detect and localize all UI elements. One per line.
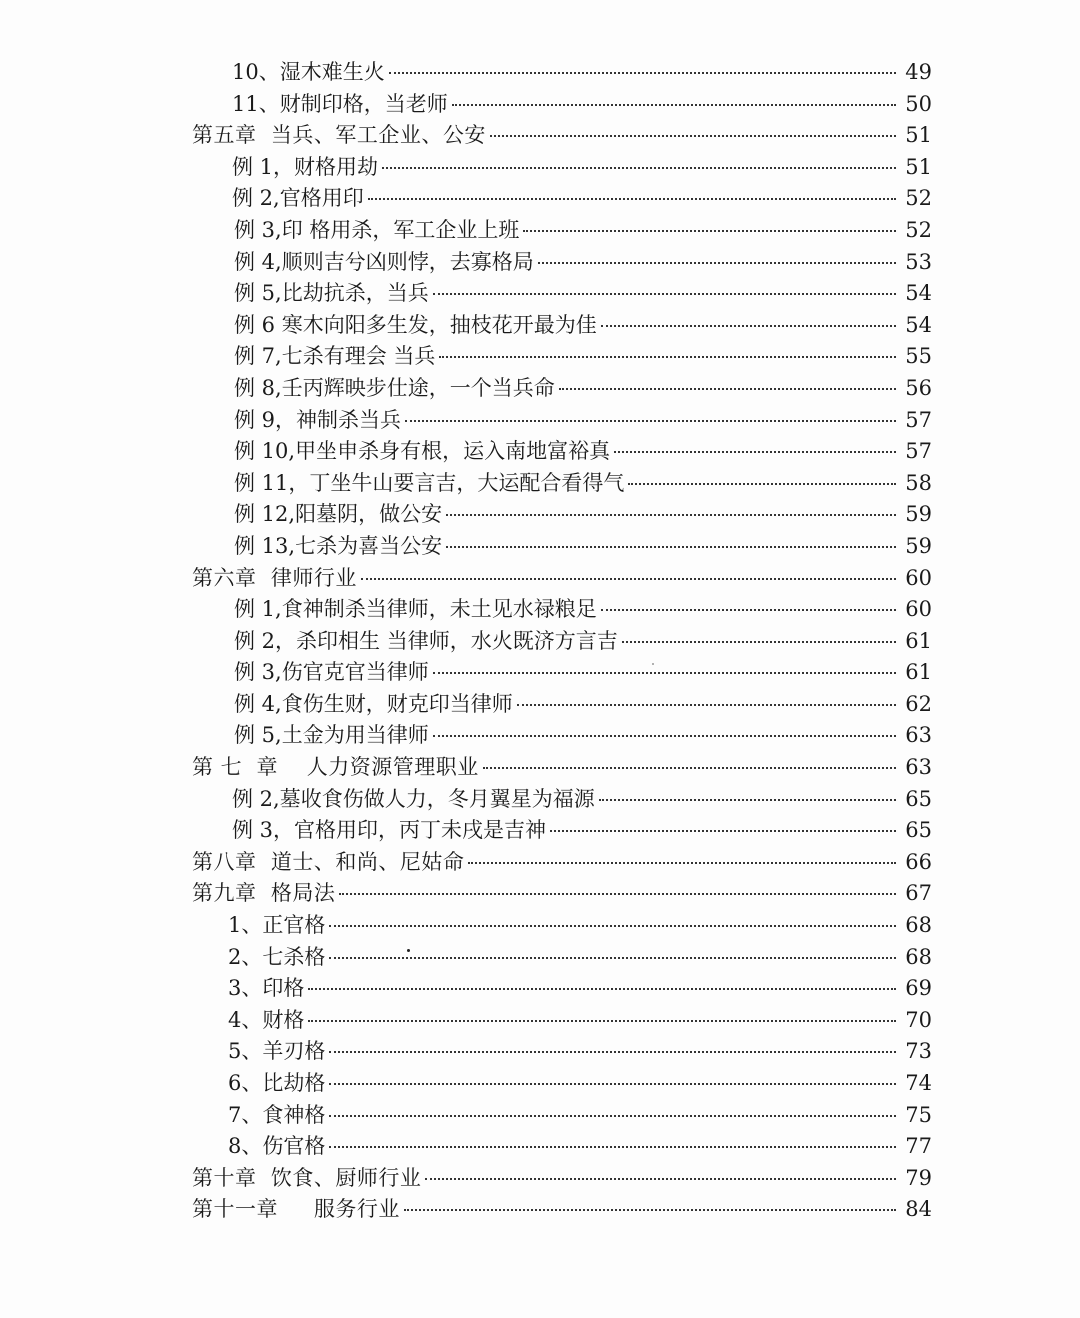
toc-entry-title: 第九章 格局法 (192, 881, 336, 906)
toc-page-number: 49 (905, 60, 932, 84)
toc-chapter-entry (192, 120, 932, 152)
toc-page-number: 75 (905, 1102, 932, 1127)
toc-page-number: 57 (905, 439, 932, 464)
toc-page-number: 59 (905, 533, 932, 558)
toc-chapter-entry (192, 1194, 932, 1226)
dot-leader (601, 609, 896, 611)
toc-entry-title: 第五章 当兵、军工企业、公安 (192, 123, 486, 148)
toc-entry-title: 例 1，财格用劫 (232, 154, 379, 179)
toc-page-number: 54 (905, 312, 932, 337)
toc-entry-title: 例 3,伤官克官当律师 (234, 660, 429, 685)
toc-subentry (228, 1068, 932, 1100)
toc-entry-title: 7、食神格 (228, 1102, 326, 1127)
toc-entry-title: 5、羊刃格 (228, 1039, 326, 1064)
toc-entry-title: 例 5,比劫抗杀，当兵 (234, 281, 429, 306)
toc-entry-title: 第十章 饮食、厨师行业 (192, 1165, 422, 1190)
table-of-contents (0, 57, 1080, 1226)
toc-subentry (234, 436, 932, 468)
toc-entry-title: 例 4,顺则吉兮凶则悖，去寡格局 (234, 249, 534, 274)
toc-page-number: 54 (905, 281, 932, 306)
toc-subentry (234, 468, 932, 500)
dot-leader (329, 1115, 896, 1117)
dot-leader (559, 388, 896, 390)
dot-leader (446, 514, 896, 516)
toc-page-number: 77 (905, 1134, 932, 1159)
toc-page-number: 56 (905, 375, 932, 400)
dot-leader (404, 1209, 896, 1211)
toc-chapter-entry (192, 847, 932, 879)
dot-leader (490, 135, 896, 137)
toc-subentry (234, 278, 932, 310)
dot-leader (550, 830, 896, 832)
toc-entry-title: 第八章 道士、和尚、尼姑命 (192, 849, 465, 874)
toc-entry-title: 6、比劫格 (228, 1071, 326, 1095)
toc-entry-title: 11、财制印格，当老师 (232, 91, 448, 116)
toc-page-number: 51 (905, 123, 932, 148)
toc-entry-title: 例 11，丁坐牛山要言吉，大运配合看得气 (234, 470, 625, 495)
toc-subentry (234, 341, 932, 373)
dot-leader (439, 356, 896, 358)
toc-page-number: 62 (905, 691, 932, 716)
toc-entry-title: 例 10,甲坐申杀身有根，运入南地富裕真 (234, 439, 611, 464)
toc-entry-title: 例 8,壬丙辉映步仕途，一个当兵命 (234, 375, 555, 400)
toc-subentry (234, 720, 932, 752)
toc-subentry (232, 784, 932, 816)
toc-subentry (234, 247, 932, 279)
toc-page-number: 61 (905, 660, 932, 685)
toc-subentry (232, 152, 932, 184)
toc-page-number: 52 (905, 217, 932, 242)
toc-entry-title: 例 6 寒木向阳多生发，抽枝花开最为佳 (234, 312, 597, 337)
toc-entry-title: 第 七 章 人力资源管理职业 (192, 755, 479, 780)
toc-page-number: 60 (905, 565, 932, 590)
toc-subentry (228, 1131, 932, 1163)
dot-leader (433, 672, 896, 674)
toc-entry-title: 1、正官格 (228, 913, 326, 938)
toc-page-number: 79 (905, 1165, 932, 1190)
toc-page-number: 65 (905, 786, 932, 811)
dot-leader (622, 641, 896, 643)
toc-subentry (234, 626, 932, 658)
toc-subentry (232, 815, 932, 847)
dot-leader (599, 799, 896, 801)
toc-chapter-entry (192, 1163, 932, 1195)
toc-subentry (228, 1036, 932, 1068)
toc-page-number: 58 (905, 470, 932, 495)
toc-subentry (228, 910, 932, 942)
dot-leader (308, 1020, 896, 1022)
dot-leader (405, 420, 896, 422)
toc-entry-title: 例 13,七杀为喜当公安 (234, 533, 443, 558)
dot-leader (601, 325, 896, 327)
toc-page-number: 50 (905, 91, 932, 116)
dot-leader (468, 862, 896, 864)
dot-leader (452, 104, 896, 106)
toc-page-number: 73 (905, 1039, 932, 1064)
toc-entry-title: 例 2,官格用印 (232, 186, 364, 211)
toc-page-number: 63 (905, 723, 932, 748)
toc-page-number: 68 (905, 944, 932, 969)
toc-subentry (228, 1005, 932, 1037)
toc-chapter-entry (192, 752, 932, 784)
dot-leader (329, 1146, 896, 1148)
toc-page-number: 59 (905, 502, 932, 527)
toc-entry-title: 例 2，杀印相生 当律师，水火既济方言吉 (234, 628, 618, 653)
scan-speck (652, 663, 654, 665)
toc-subentry (228, 973, 932, 1005)
toc-page-number: 60 (905, 597, 932, 622)
toc-subentry (232, 183, 932, 215)
toc-entry-title: 3、印格 (228, 976, 305, 1001)
toc-subentry (234, 594, 932, 626)
toc-page-number: 52 (905, 186, 932, 211)
toc-entry-title: 第十一章 服务行业 (192, 1197, 400, 1222)
toc-page-number: 84 (905, 1197, 932, 1222)
dot-leader (329, 1083, 896, 1085)
dot-leader (329, 925, 896, 927)
toc-entry-title: 10、湿木难生火 (232, 60, 385, 84)
dot-leader (628, 483, 896, 485)
dot-leader (368, 198, 896, 200)
toc-chapter-entry (192, 563, 932, 595)
dot-leader (517, 704, 896, 706)
toc-entry-title: 例 2,墓收食伤做人力，冬月翼星为福源 (232, 786, 595, 811)
toc-entry-title: 例 5,土金为用当律师 (234, 723, 429, 748)
toc-entry-title: 8、伤官格 (228, 1134, 326, 1159)
toc-page-number: 65 (905, 818, 932, 843)
toc-subentry (232, 89, 932, 121)
scan-speck (407, 949, 410, 952)
toc-page-number: 57 (905, 407, 932, 432)
toc-subentry (228, 942, 932, 974)
toc-page-number: 53 (905, 249, 932, 274)
dot-leader (425, 1178, 896, 1180)
toc-entry-title: 2、七杀格 (228, 944, 326, 969)
dot-leader (433, 293, 896, 295)
toc-subentry (234, 499, 932, 531)
toc-page-number: 70 (905, 1007, 932, 1032)
dot-leader (523, 230, 896, 232)
dot-leader (361, 578, 896, 580)
toc-subentry (232, 57, 932, 89)
toc-page-number: 68 (905, 913, 932, 938)
toc-chapter-entry (192, 878, 932, 910)
dot-leader (308, 988, 896, 990)
toc-entry-title: 例 3,印 格用杀，军工企业上班 (234, 217, 520, 242)
toc-subentry (234, 405, 932, 437)
toc-page-number: 66 (905, 849, 932, 874)
toc-entry-title: 例 7,七杀有理会 当兵 (234, 344, 436, 369)
toc-page-number: 69 (905, 976, 932, 1001)
dot-leader (389, 72, 896, 74)
toc-subentry (234, 215, 932, 247)
dot-leader (446, 546, 896, 548)
dot-leader (329, 1051, 896, 1053)
dot-leader (329, 957, 896, 959)
dot-leader (339, 893, 896, 895)
toc-page-number: 67 (905, 881, 932, 906)
toc-subentry (234, 373, 932, 405)
dot-leader (382, 167, 896, 169)
toc-entry-title: 第六章 律师行业 (192, 565, 357, 590)
toc-entry-title: 例 9，神制杀当兵 (234, 407, 402, 432)
toc-entry-title: 例 12,阳墓阴，做公安 (234, 502, 443, 527)
toc-page-number: 63 (905, 755, 932, 780)
toc-subentry (234, 689, 932, 721)
toc-page-number: 61 (905, 628, 932, 653)
dot-leader (614, 451, 896, 453)
toc-page-number: 55 (905, 344, 932, 369)
toc-entry-title: 例 1,食神制杀当律师，未土见水禄粮足 (234, 597, 597, 622)
dot-leader (538, 262, 896, 264)
toc-subentry (234, 531, 932, 563)
toc-entry-title: 4、财格 (228, 1007, 305, 1032)
toc-page-number: 51 (905, 154, 932, 179)
toc-subentry (234, 310, 932, 342)
dot-leader (483, 767, 896, 769)
toc-page-number: 74 (905, 1071, 932, 1095)
dot-leader (433, 735, 896, 737)
toc-subentry (228, 1100, 932, 1132)
toc-entry-title: 例 3，官格用印，丙丁未戌是吉神 (232, 818, 547, 843)
toc-subentry (234, 657, 932, 689)
toc-entry-title: 例 4,食伤生财，财克印当律师 (234, 691, 513, 716)
